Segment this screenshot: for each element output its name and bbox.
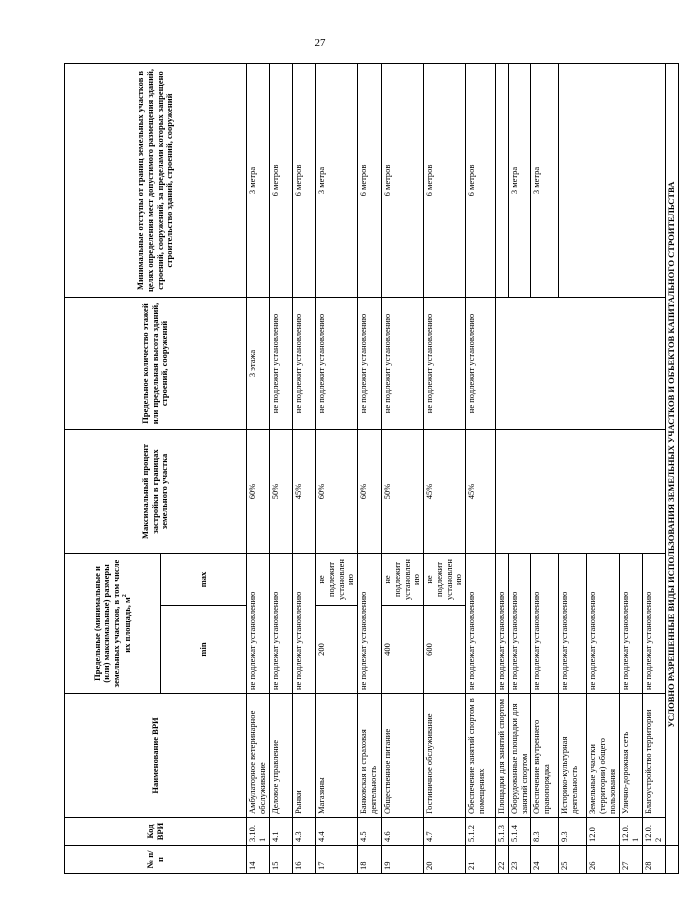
- cell-num: 25: [559, 846, 587, 874]
- table-row: [496, 63, 509, 873]
- cell-floors: не подлежит установлению: [466, 297, 496, 429]
- cell-setback: 3 метра: [247, 63, 270, 297]
- page-number: 27: [314, 37, 326, 49]
- cell-min: 600: [424, 606, 466, 694]
- cell-percent: 45%: [466, 429, 496, 553]
- cell-size: не подлежат установлению: [293, 553, 316, 693]
- header-min: min: [161, 606, 247, 694]
- cell-code: 4.4: [316, 818, 358, 846]
- cell-code: 5.1.3: [496, 818, 509, 846]
- cell-percent: 60%: [358, 429, 382, 553]
- cell-floors: не подлежит установлению: [270, 297, 293, 429]
- header-floors: Предельное количество этажей или предельная высота зданий, строений, сооружений: [65, 297, 247, 429]
- cell-size: не подлежат установлению: [587, 553, 620, 693]
- cell-name: Обеспечение занятий спортом в помещениях: [466, 694, 496, 818]
- cell-size: не подлежат установлению: [643, 553, 666, 693]
- cell-name: Деловое управление: [270, 694, 293, 818]
- cell-setback: 6 метров: [424, 63, 466, 297]
- cell-max: не подлежит установлению: [424, 553, 466, 605]
- header-num: № п/п: [65, 846, 247, 874]
- table-row: [270, 63, 293, 873]
- cell-num: 15: [270, 846, 293, 874]
- cell-code: 12.0.2: [643, 818, 666, 846]
- table-row: [382, 63, 424, 873]
- table-row: [466, 63, 496, 873]
- cell-code: 4.7: [424, 818, 466, 846]
- cell-min: 400: [382, 606, 424, 694]
- table-footer-row: [665, 63, 678, 873]
- header-size-limits: Предельные (минимальные и (или) максимальные) размеры земельных участков, в том числе их площадь, $м^2$: [65, 553, 161, 693]
- cell-num: 19: [382, 846, 424, 874]
- cell-size: не подлежат установлению: [466, 553, 496, 693]
- cell-name: Рынки: [293, 694, 316, 818]
- footer-title: УСЛОВНО РАЗРЕШЕННЫЕ ВИДЫ ИСПОЛЬЗОВАНИЯ ЗЕМЕЛЬНЫХ УЧАСТКОВ И ОБЪЕКТОВ КАПИТАЛЬНОГО СТРОИТЕЛЬСТВА: [665, 63, 678, 845]
- cell-num: 21: [466, 846, 496, 874]
- cell-name: Общественное питание: [382, 694, 424, 818]
- vri-table: [64, 63, 679, 874]
- cell-name: Обеспечение внутреннего правопорядка: [531, 694, 559, 818]
- cell-name: Амбулаторное ветеринарное обслуживание: [247, 694, 270, 818]
- cell-code: 4.1: [270, 818, 293, 846]
- cell-num: 18: [358, 846, 382, 874]
- table-row: [293, 63, 316, 873]
- cell-size: не подлежат установлению: [247, 553, 270, 693]
- table-row: [424, 63, 466, 873]
- cell-name: Банковская и страховая деятельность: [358, 694, 382, 818]
- cell-percent: 45%: [293, 429, 316, 553]
- cell-code: 9.3: [559, 818, 587, 846]
- cell-setback: 6 метров: [270, 63, 293, 297]
- cell-name: Оборудованные площадки для занятий спортом: [508, 694, 531, 818]
- cell-num: 24: [531, 846, 559, 874]
- cell-floors: не подлежит установлению: [382, 297, 424, 429]
- cell-num: 23: [508, 846, 531, 874]
- cell-name: Земельные участки (территории) общего пользования: [587, 694, 620, 818]
- cell-setback-empty: [496, 63, 509, 297]
- cell-floors: не подлежит установлению: [424, 297, 466, 429]
- cell-percent: 45%: [424, 429, 466, 553]
- cell-num: 27: [620, 846, 643, 874]
- cell-setback: 6 метров: [293, 63, 316, 297]
- table-row: [247, 63, 270, 873]
- cell-code: 4.5: [358, 818, 382, 846]
- cell-size: не подлежат установлению: [270, 553, 293, 693]
- cell-floors: не подлежит установлению: [316, 297, 358, 429]
- cell-code: 4.3: [293, 818, 316, 846]
- cell-setback: 3 метра: [531, 63, 559, 297]
- cell-size: не подлежат установлению: [358, 553, 382, 693]
- cell-size: не подлежат установлению: [559, 553, 587, 693]
- header-setbacks: Минимальные отступы от границ земельных участков в целях определения мест допустимого размещения зданий, строений, сооружений, за пределами которых запрещено строительство зданий, строений, сооружений: [65, 63, 247, 297]
- cell-min: 200: [316, 606, 358, 694]
- cell-size: не подлежат установлению: [531, 553, 559, 693]
- cell-floors: не подлежит установлению: [358, 297, 382, 429]
- cell-num: 14: [247, 846, 270, 874]
- cell-name: Благоустройство территории: [643, 694, 666, 818]
- cell-setback: 6 метров: [466, 63, 496, 297]
- cell-code: 4.6: [382, 818, 424, 846]
- cell-setback: 6 метров: [358, 63, 382, 297]
- cell-name: Гостиничное обслуживание: [424, 694, 466, 818]
- cell-setback: 3 метра: [316, 63, 358, 297]
- cell-num: 28: [643, 846, 666, 874]
- cell-name: Магазины: [316, 694, 358, 818]
- cell-setback: 3 метра: [508, 63, 531, 297]
- header-max-percent: Максимальный процент застройки в границах земельного участка: [65, 429, 247, 553]
- cell-size: не подлежат установлению: [620, 553, 643, 693]
- rotated-table-container: [64, 64, 676, 874]
- table-row: [358, 63, 382, 873]
- cell-percent: 60%: [247, 429, 270, 553]
- header-name: Наименование ВРИ: [65, 694, 247, 818]
- cell-size: не подлежат установлению: [508, 553, 531, 693]
- cell-name: Улично-дорожная сеть: [620, 694, 643, 818]
- cell-floors-empty: [496, 297, 665, 429]
- footer-spacer: [665, 846, 678, 874]
- cell-max: не подлежит установлению: [316, 553, 358, 605]
- cell-code: 3.10.1: [247, 818, 270, 846]
- cell-name: Историко-культурная деятельность: [559, 694, 587, 818]
- cell-name: Площадки для занятий спортом: [496, 694, 509, 818]
- cell-percent: 50%: [382, 429, 424, 553]
- cell-max: не подлежит установлению: [382, 553, 424, 605]
- cell-num: 16: [293, 846, 316, 874]
- cell-code: 12.0: [587, 818, 620, 846]
- cell-floors: не подлежит установлению: [293, 297, 316, 429]
- cell-percent: 60%: [316, 429, 358, 553]
- cell-floors: 3 этажа: [247, 297, 270, 429]
- cell-code: 8.3: [531, 818, 559, 846]
- cell-num: 22: [496, 846, 509, 874]
- cell-setback: 6 метров: [382, 63, 424, 297]
- header-max: max: [161, 553, 247, 605]
- cell-percent: 50%: [270, 429, 293, 553]
- cell-size: не подлежат установлению: [496, 553, 509, 693]
- cell-code: 12.0.1: [620, 818, 643, 846]
- cell-code: 5.1.4: [508, 818, 531, 846]
- header-code: Код ВРИ: [65, 818, 247, 846]
- cell-code: 5.1.2: [466, 818, 496, 846]
- cell-num: 20: [424, 846, 466, 874]
- cell-num: 26: [587, 846, 620, 874]
- cell-percent-empty: [496, 429, 665, 553]
- cell-setback-empty: [559, 63, 665, 297]
- cell-num: 17: [316, 846, 358, 874]
- table-row: [316, 63, 358, 873]
